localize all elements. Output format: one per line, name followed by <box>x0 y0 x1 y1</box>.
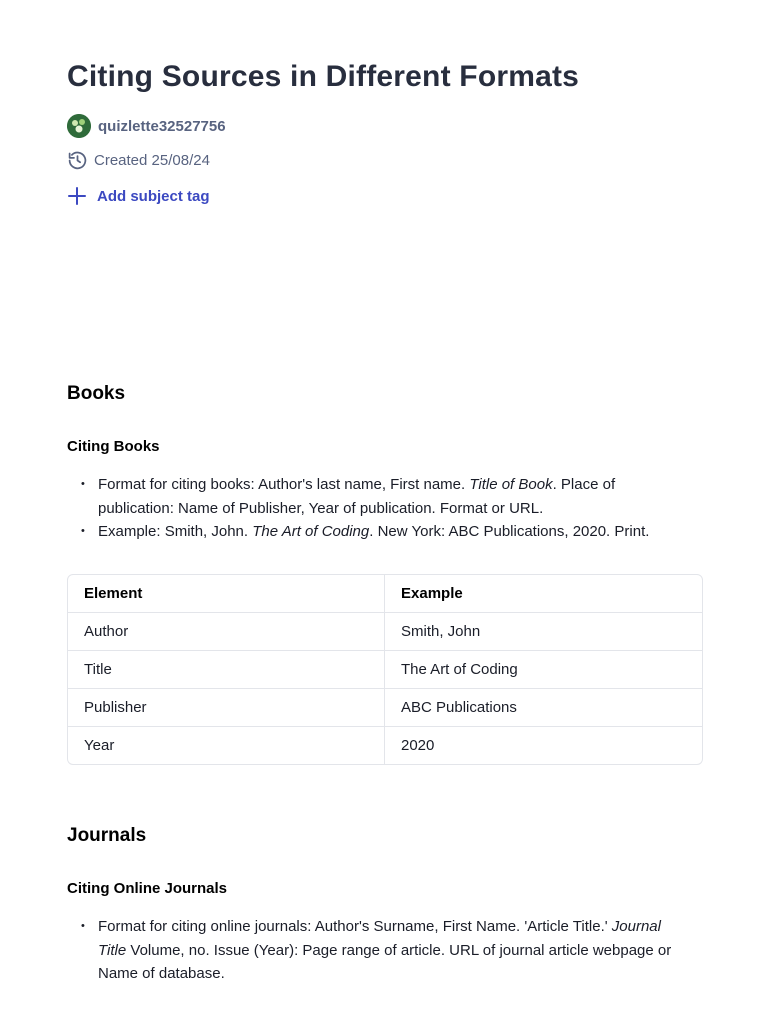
table-cell: Smith, John <box>385 613 702 651</box>
citing-books-heading: Citing Books <box>67 438 160 455</box>
table-cell: Author <box>68 613 385 651</box>
author-row[interactable] <box>67 114 226 138</box>
list-item: • Format for citing online journals: Author's Surname, First Name. 'Article Title.' Journal Title Volume, no. Issue (Year): Page range of article. URL of journal article webpage or Name of database. <box>67 915 687 986</box>
table-header-cell: Element <box>68 575 385 613</box>
created-row <box>67 150 210 171</box>
author-name[interactable]: quizlette32527756 <box>98 117 226 135</box>
add-subject-tag-button[interactable] <box>67 186 210 206</box>
table-row <box>68 651 702 689</box>
table-cell: Year <box>68 727 385 764</box>
table-cell: 2020 <box>401 737 435 754</box>
page-title: Citing Sources in Different Formats <box>67 60 580 93</box>
plus-icon <box>67 186 87 206</box>
history-icon <box>67 150 88 171</box>
created-date: Created 25/08/24 <box>94 152 210 169</box>
list-item: • Example: Smith, John. The Art of Coding. New York: ABC Publications, 2020. Print. <box>67 520 687 544</box>
section-journals-heading: Journals <box>67 825 147 846</box>
table-cell: Publisher <box>68 689 385 727</box>
journals-bullet-list <box>67 915 687 986</box>
table-cell: ABC Publications <box>385 689 702 727</box>
citing-journals-heading: Citing Online Journals <box>67 880 228 897</box>
table-cell: Title <box>68 651 385 689</box>
list-item: • Format for citing books: Author's last name, First name. Title of Book. Place of publication: Name of Publisher, Year of publication. Format or URL. <box>67 473 687 520</box>
add-subject-tag-label[interactable]: Add subject tag <box>97 187 210 205</box>
avatar-icon[interactable] <box>67 114 91 138</box>
table-row <box>68 613 702 651</box>
section-books-heading: Books <box>67 383 126 404</box>
books-bullet-list <box>67 473 687 544</box>
books-citation-table <box>67 574 703 765</box>
table-row <box>68 689 702 727</box>
table-cell: The Art of Coding <box>385 651 702 689</box>
table-row <box>68 727 702 764</box>
table-header-cell: Example <box>385 575 702 613</box>
table-header-row <box>68 575 702 613</box>
